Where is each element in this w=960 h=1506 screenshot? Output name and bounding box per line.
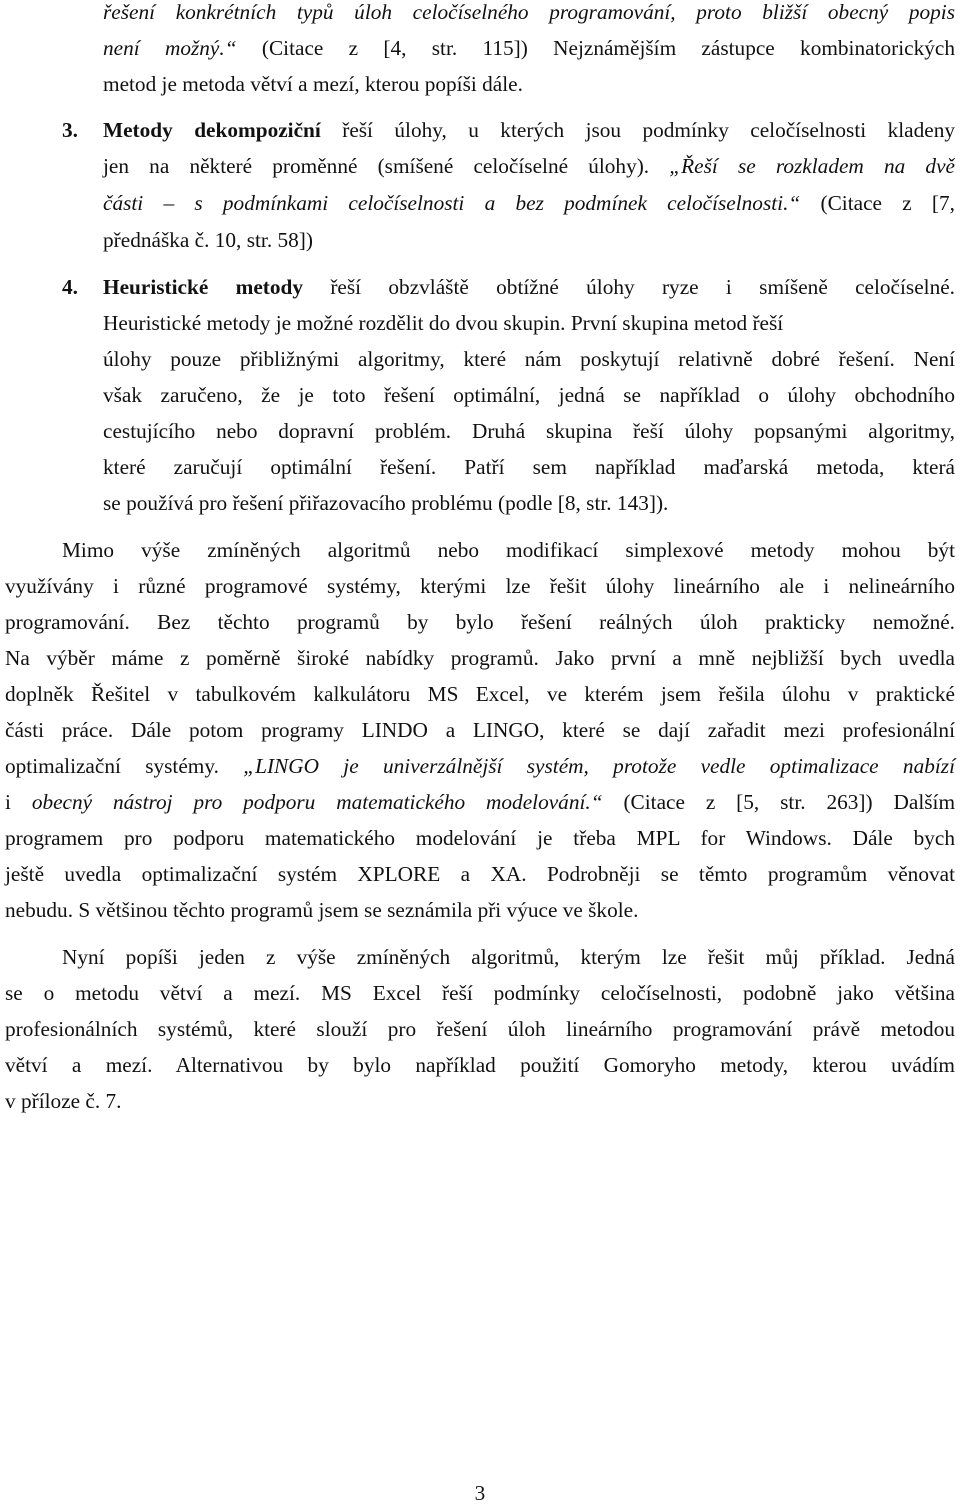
text-line: programem pro podporu matematického modelování je třeba MPL for Windows. Dále bych — [5, 826, 955, 850]
text-fragment: i — [5, 790, 32, 814]
text-fragment: (Citace z [5, str. 263]) Dalším — [602, 790, 956, 814]
text-fragment: jen na některé proměnné (smíšené celočíselné úlohy). — [103, 154, 670, 178]
text-line: Na výběr máme z poměrně široké nabídky programů. Jako první a mně nejbližší bych uvedla — [5, 646, 955, 670]
text-fragment: optimalizační systémy. — [5, 754, 244, 778]
text-line: které zaručují optimální řešení. Patří sem například maďarská metoda, která — [103, 455, 955, 479]
text-line — [103, 38, 955, 59]
text-line: však zaručeno, že je toto řešení optimální, jedná se například o úlohy obchodního — [103, 383, 955, 407]
text-line: úlohy pouze přibližnými algoritmy, které nám poskytují relativně dobré řešení. Není — [103, 347, 955, 371]
list-number: 3. — [62, 118, 78, 142]
text-line: cestujícího nebo dopravní problém. Druhá skupina řeší úlohy popsanými algoritmy, — [103, 419, 955, 443]
text-line: využívány i různé programové systémy, kterými lze řešit úlohy lineárního ale i nelineárního — [5, 574, 955, 598]
text-fragment: (Citace z [7, — [800, 191, 955, 215]
text-line: nebudu. S většinou těchto programů jsem se seznámila při výuce ve škole. — [5, 898, 639, 922]
text-line — [103, 193, 955, 214]
text-line: větví a mezí. Alternativou by bylo například použití Gomoryho metody, kterou uvádím — [5, 1053, 955, 1077]
text-line: programování. Bez těchto programů by bylo řešení reálných úloh prakticky nemožné. — [5, 610, 955, 634]
text-line: Nyní popíši jeden z výše zmíněných algoritmů, kterým lze řešit můj příklad. Jedná — [62, 945, 955, 969]
term-heading: Metody dekompoziční — [103, 118, 321, 142]
quote-fragment: „Řeší se rozkladem na dvě — [669, 154, 955, 178]
text-line — [5, 756, 955, 777]
text-line: Mimo výše zmíněných algoritmů nebo modifikací simplexové metody mohou být — [62, 538, 955, 562]
text-line: se používá pro řešení přiřazovacího problému (podle [8, str. 143]). — [103, 491, 669, 515]
text-line: části práce. Dále potom programy LINDO a LINGO, které se dají zařadit mezi profesionální — [5, 718, 955, 742]
text-fragment: (Citace z [4, str. 115]) Nejznámějším zástupce kombinatorických — [236, 36, 955, 60]
text-line: Heuristické metody je možné rozdělit do dvou skupin. První skupina metod řeší — [103, 311, 784, 335]
quote-fragment: „LINGO je univerzálnější systém, protože vedle optimalizace nabízí — [243, 754, 955, 778]
quote-fragment: není možný.“ — [103, 36, 237, 60]
text-line: přednáška č. 10, str. 58]) — [103, 228, 313, 252]
text-line — [103, 277, 955, 298]
text-fragment: řeší úlohy, u kterých jsou podmínky celočíselnosti kladeny — [320, 118, 956, 142]
term-heading: Heuristické metody — [103, 275, 304, 299]
text-line — [103, 156, 955, 177]
text-line: profesionálních systémů, které slouží pro řešení úloh lineárního programování právě metodou — [5, 1017, 955, 1041]
text-line: v příloze č. 7. — [5, 1089, 122, 1113]
list-number: 4. — [62, 275, 78, 299]
quote-fragment: obecný nástroj pro podporu matematického modelování.“ — [31, 790, 603, 814]
text-fragment: řeší obzvláště obtížné úlohy ryze i smíšeně celočíselné. — [303, 275, 956, 299]
text-line — [103, 120, 955, 141]
text-line: doplněk Řešitel v tabulkovém kalkulátoru MS Excel, ve kterém jsem řešila úlohu v praktické — [5, 682, 955, 706]
text-line: metod je metoda větví a mezí, kterou popíši dále. — [103, 72, 523, 96]
quote-fragment: části – s podmínkami celočíselnosti a bez podmínek celočíselnosti.“ — [103, 191, 801, 215]
text-line: řešení konkrétních typů úloh celočíselného programování, proto bližší obecný popis — [103, 0, 955, 24]
text-line: ještě uvedla optimalizační systém XPLORE a XA. Podrobněji se těmto programům věnovat — [5, 862, 955, 886]
text-line — [5, 792, 955, 813]
page-number: 3 — [474, 1481, 486, 1505]
text-line: se o metodu větví a mezí. MS Excel řeší podmínky celočíselnosti, podobně jako většina — [5, 981, 955, 1005]
